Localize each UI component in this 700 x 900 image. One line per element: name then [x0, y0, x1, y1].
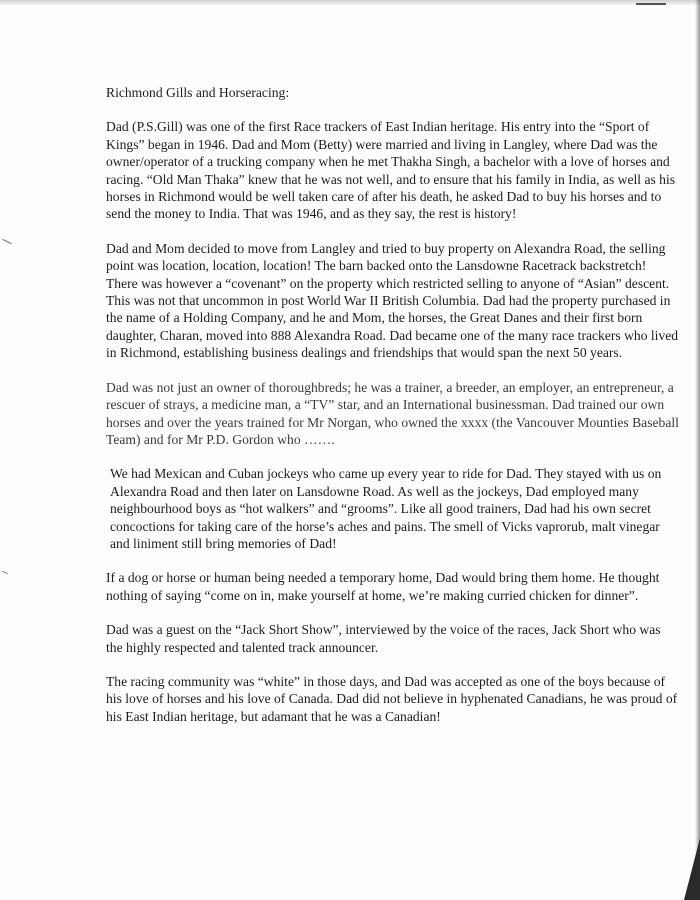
scan-mark-top — [636, 3, 666, 5]
scan-right-edge — [695, 0, 700, 900]
paragraph-5: If a dog or horse or human being needed a temporary home, Dad would bring them home. He thought nothing of saying “come on in, make yourself at home, we’re making curried chicken for dinner”. — [106, 570, 660, 603]
paragraph-2: Dad and Mom decided to move from Langley and tried to buy property on Alexandra Road, the selling point was location, location, location! The barn backed onto the Lansdowne Racetrack backstretch! There was however a “covenant” on the property which restricted selling to anyone of “Asian” descent. This was not that uncommon in post World War II British Columbia. Dad had the property purchased in the name of a Holding Company, and he and Mom, the horses, the Great Danes and their first born daughter, Charan, moved into 888 Alexandra Road. Dad became one of the many race trackers who lived in Richmond, establishing business dealings and friendships that would span the next 50 years. — [106, 240, 679, 361]
paragraph-7: The racing community was “white” in those days, and Dad was accepted as one of the boys because of his love of horses and his love of Canada. Dad did not believe in hyphenated Canadians, he was proud of his East Indian heritage, but adamant that he was a Canadian! — [106, 673, 678, 724]
paragraph-3: Dad was not just an owner of thoroughbreds; he was a trainer, a breeder, an employer, an entrepreneur, a rescuer of strays, a medicine man, a “TV” star, and an International businessman. Dad trained our own horses and over the years trained for Mr Norgan, who owned the xxxx (the Vancouver Mounties Baseball Team) and for Mr P.D. Gordon who ……. — [106, 379, 679, 447]
paragraph-4: We had Mexican and Cuban jockeys who came up every year to ride for Dad. They stayed with us on Alexandra Road and then later on Lansdowne Road. As well as the jockeys, Dad employed many neighbourhood boys as “hot walkers” and “grooms”. Like all good trainers, Dad had his own secret concoctions for taking care of the horse’s aches and pains. The smell of Vicks vaprorub, malt vinegar and liniment still bring memories of Dad! — [110, 466, 662, 551]
scan-corner-shadow — [684, 838, 700, 900]
paragraph-6: Dad was a guest on the “Jack Short Show”, interviewed by the voice of the races, Jack Short who was the highly respected and talented track announcer. — [106, 622, 661, 655]
document-body — [106, 84, 680, 742]
paragraph-1: Dad (P.S.Gill) was one of the first Race trackers of East Indian heritage. His entry into the “Sport of Kings” began in 1946. Dad and Mom (Betty) were married and living in Langley, where Dad was the owner/operator of a trucking company when he met Thakha Singh, a bachelor with a love of horses and racing. “Old Man Thaka” knew that he was not well, and to ensure that his family in India, as well as his horses in Richmond would be well taken care of after his death, he asked Dad to buy his horses and to send the money to India. That was 1946, and as they say, the rest is history! — [106, 119, 676, 222]
scan-mark-left-1 — [2, 239, 11, 244]
document-title: Richmond Gills and Horseracing: — [106, 85, 290, 100]
scan-mark-left-2 — [2, 571, 8, 574]
scan-top-shadow — [0, 0, 700, 6]
